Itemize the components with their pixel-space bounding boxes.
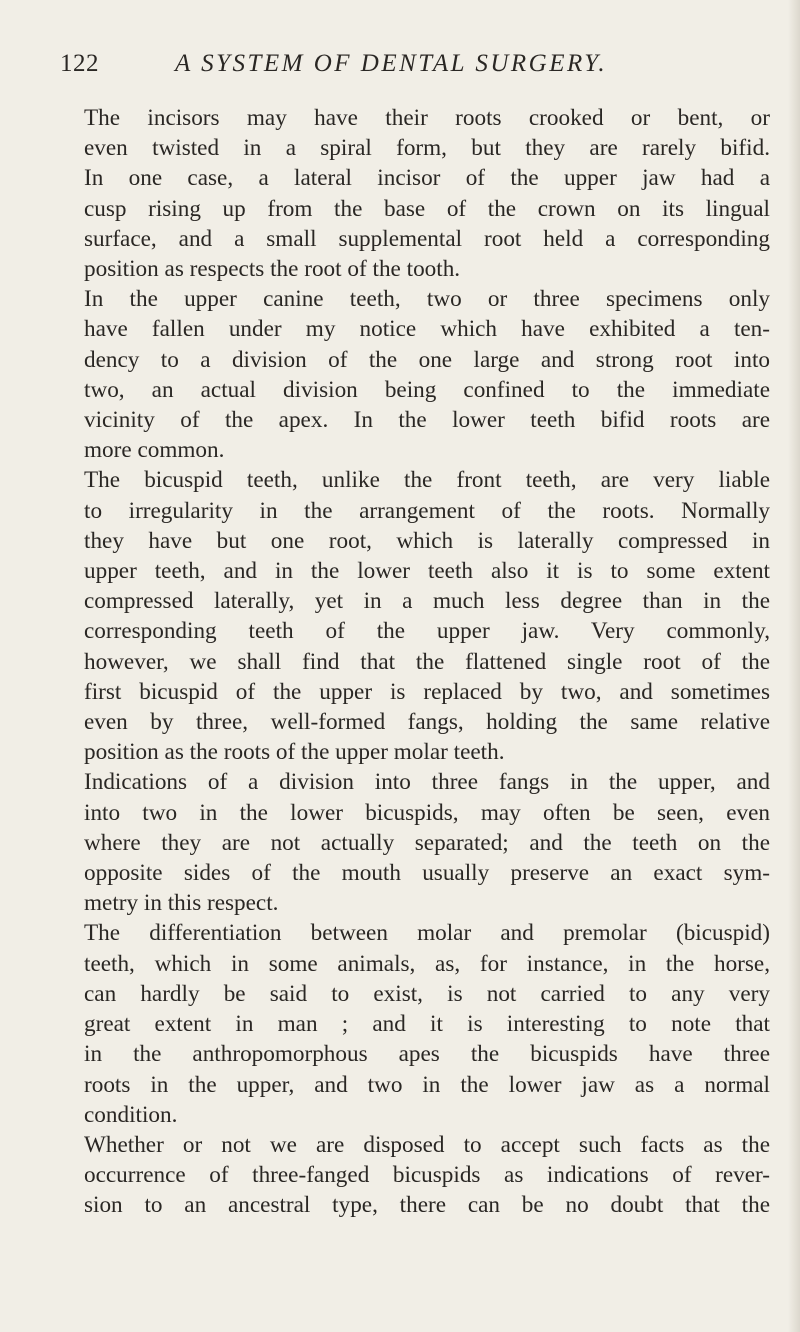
text-line: they have but one root, which is laterally compressed in xyxy=(84,527,770,554)
text-line: however, we shall find that the flattened single root of the xyxy=(84,648,770,675)
text-line: surface, and a small supplemental root held a corresponding xyxy=(84,225,770,252)
text-line: position as respects the root of the tooth. xyxy=(84,256,461,283)
text-line: sion to an ancestral type, there can be no doubt that the xyxy=(84,1192,770,1219)
page-number: 122 xyxy=(60,50,99,77)
text-line: Indications of a division into three fangs in the upper, and xyxy=(84,769,770,796)
text-line: In the upper canine teeth, two or three specimens only xyxy=(84,286,770,313)
text-line: cusp rising up from the base of the crown on its lingual xyxy=(84,195,770,222)
text-line: first bicuspid of the upper is replaced by two, and sometimes xyxy=(84,678,770,705)
text-line: metry in this respect. xyxy=(84,890,279,917)
text-line: where they are not actually separated; and the teeth on the xyxy=(84,829,770,856)
text-line: The bicuspid teeth, unlike the front teeth, are very liable xyxy=(84,467,770,494)
text-line: even twisted in a spiral form, but they are rarely bifid. xyxy=(84,135,770,162)
text-line: dency to a division of the one large and strong root into xyxy=(84,346,770,373)
text-line: upper teeth, and in the lower teeth also it is to some extent xyxy=(84,558,770,585)
paragraph xyxy=(84,918,770,1129)
page-edge-shadow xyxy=(788,0,800,1332)
text-line: more common. xyxy=(84,437,225,464)
text-line: to irregularity in the arrangement of the roots. Normally xyxy=(84,497,770,524)
text-line: Whether or not we are disposed to accept such facts as the xyxy=(84,1131,770,1158)
text-line: in the anthropomorphous apes the bicuspids have three xyxy=(84,1041,770,1068)
paragraph xyxy=(84,1130,770,1221)
text-line: position as the roots of the upper molar teeth. xyxy=(84,739,505,766)
text-line: two, an actual division being confined to the immediate xyxy=(84,376,770,403)
running-head xyxy=(60,50,750,90)
text-line: even by three, well-formed fangs, holding the same relative xyxy=(84,709,770,736)
paragraph xyxy=(84,767,770,918)
text-line: In one case, a lateral incisor of the upper jaw had a xyxy=(84,165,770,192)
body-text xyxy=(84,103,770,1221)
text-line: great extent in man ; and it is interesting to note that xyxy=(84,1011,770,1038)
text-line: can hardly be said to exist, is not carried to any very xyxy=(84,980,770,1007)
text-line: have fallen under my notice which have exhibited a ten- xyxy=(84,316,770,343)
paragraph xyxy=(84,465,770,767)
text-line: teeth, which in some animals, as, for instance, in the horse, xyxy=(84,950,770,977)
paragraph xyxy=(84,284,770,465)
text-line: into two in the lower bicuspids, may often be seen, even xyxy=(84,799,770,826)
text-line: The incisors may have their roots crooked or bent, or xyxy=(84,105,770,131)
text-line: compressed laterally, yet in a much less degree than in the xyxy=(84,588,770,615)
text-line: occurrence of three-fanged bicuspids as indications of rever- xyxy=(84,1162,770,1189)
paragraph xyxy=(84,103,770,284)
text-line: opposite sides of the mouth usually preserve an exact sym- xyxy=(84,860,770,887)
text-line: The differentiation between molar and premolar (bicuspid) xyxy=(84,920,770,947)
running-title: A SYSTEM OF DENTAL SURGERY. xyxy=(175,50,608,77)
text-line: condition. xyxy=(84,1101,178,1128)
text-line: roots in the upper, and two in the lower jaw as a normal xyxy=(84,1071,770,1098)
text-line: corresponding teeth of the upper jaw. Very commonly, xyxy=(84,618,770,645)
text-line: vicinity of the apex. In the lower teeth bifid roots are xyxy=(84,407,770,434)
